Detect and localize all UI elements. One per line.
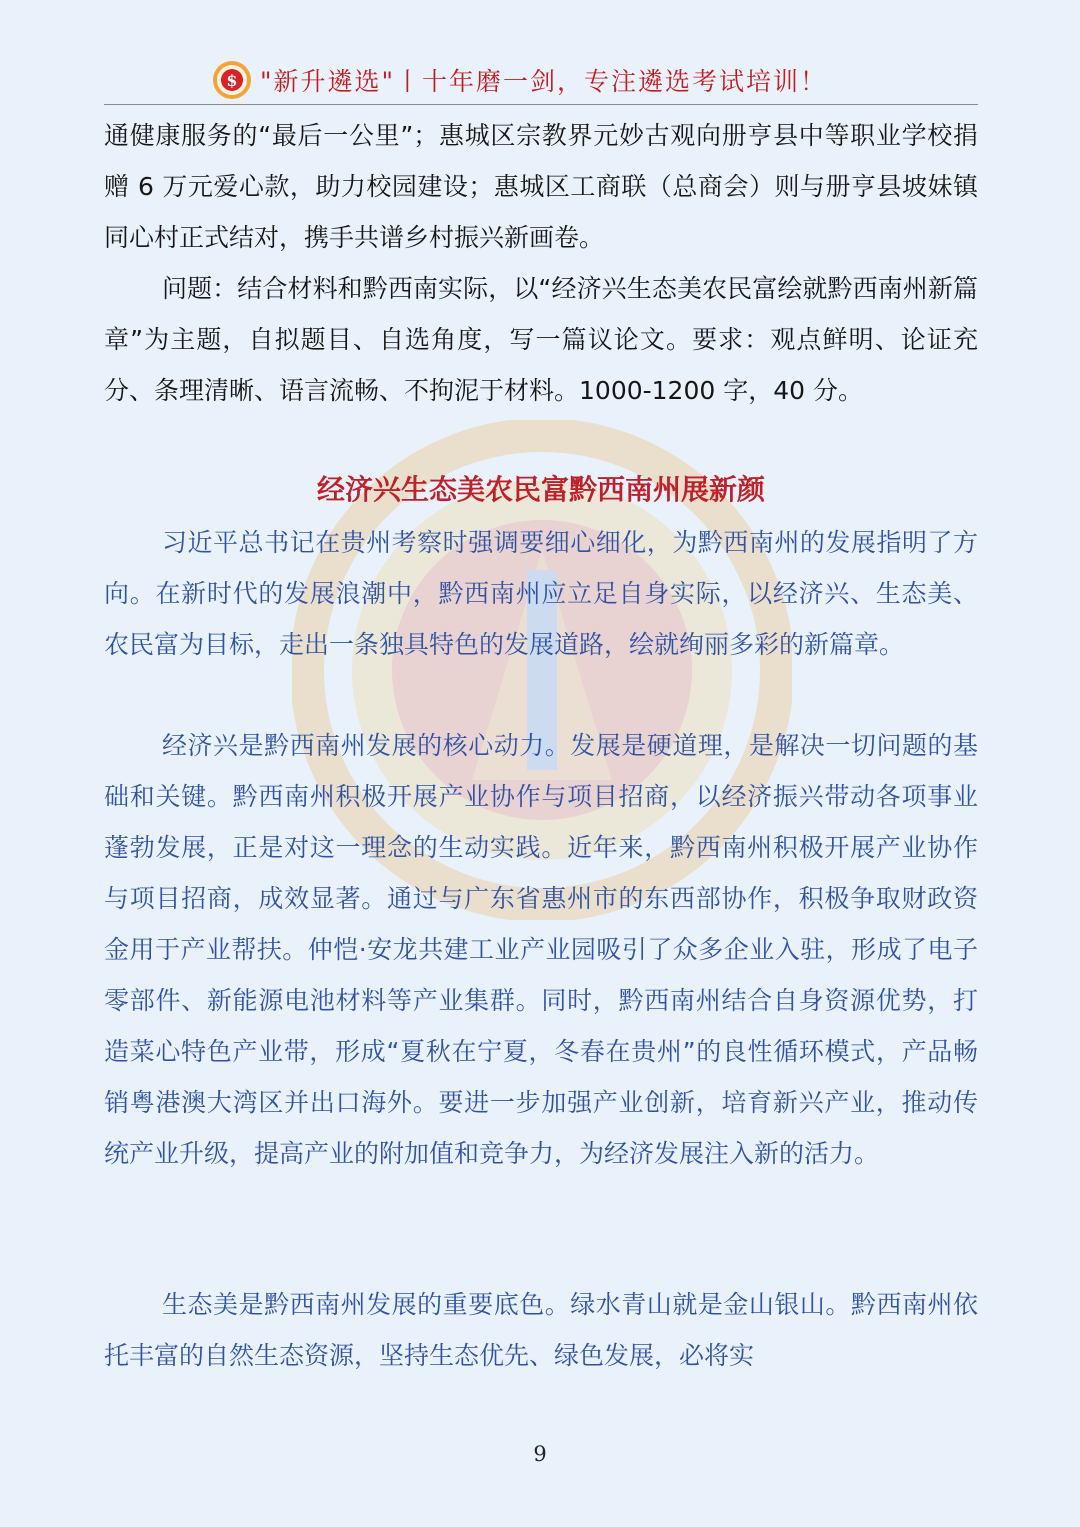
svg-text:$: $ bbox=[226, 71, 238, 90]
header-slogan: "新升遴选"丨十年磨一剑，专注遴选考试培训！ bbox=[260, 67, 827, 96]
essay-title: 经济兴生态美农民富黔西南州展新颜 bbox=[316, 473, 765, 506]
page-header bbox=[104, 56, 978, 105]
page-number: 9 bbox=[533, 1442, 547, 1466]
essay-paragraph-ecology: 生态美是黔西南州发展的重要底色。绿水青山就是金山银山。黔西南州依托丰富的自然生态资源，坚持生态优先、绿色发展，必将实 bbox=[104, 1290, 978, 1370]
material-paragraph: 通健康服务的“最后一公里”；惠城区宗教界元妙古观向册亨县中等职业学校捐赠 6 万元爱心款，助力校园建设；惠城区工商联（总商会）则与册亨县坡妹镇同心村正式结对，携手共谱乡村振兴新画卷。 bbox=[104, 121, 978, 252]
question-paragraph: 问题：结合材料和黔西南实际，以“经济兴生态美农民富绘就黔西南州新篇章”为主题，自拟题目、自选角度，写一篇议论文。要求：观点鲜明、论证充分、条理清晰、语言流畅、不拘泥于材料。1000-1200 字，40 分。 bbox=[104, 274, 978, 405]
essay-paragraph-economy: 经济兴是黔西南州发展的核心动力。发展是硬道理，是解决一切问题的基础和关键。黔西南州积极开展产业协作与项目招商，以经济振兴带动各项事业蓬勃发展，正是对这一理念的生动实践。近年来，黔西南州积极开展产业协作与项目招商，成效显著。通过与广东省惠州市的东西部协作，积极争取财政资金用于产业帮扶。仲恺·安龙共建工业产业园吸引了众多企业入驻，形成了电子零部件、新能源电池材料等产业集群。同时，黔西南州结合自身资源优势，打造菜心特色产业带，形成“夏秋在宁夏，冬春在贵州”的良性循环模式，产品畅销粤港澳大湾区并出口海外。要进一步加强产业创新，培育新兴产业，推动传统产业升级，提高产业的附加值和竞争力，为经济发展注入新的活力。 bbox=[104, 731, 978, 1168]
brand-logo-icon bbox=[212, 60, 252, 100]
essay-paragraph-intro: 习近平总书记在贵州考察时强调要细心细化，为黔西南州的发展指明了方向。在新时代的发展浪潮中，黔西南州应立足自身实际，以经济兴、生态美、农民富为目标，走出一条独具特色的发展道路，绘就绚丽多彩的新篇章。 bbox=[104, 528, 978, 659]
